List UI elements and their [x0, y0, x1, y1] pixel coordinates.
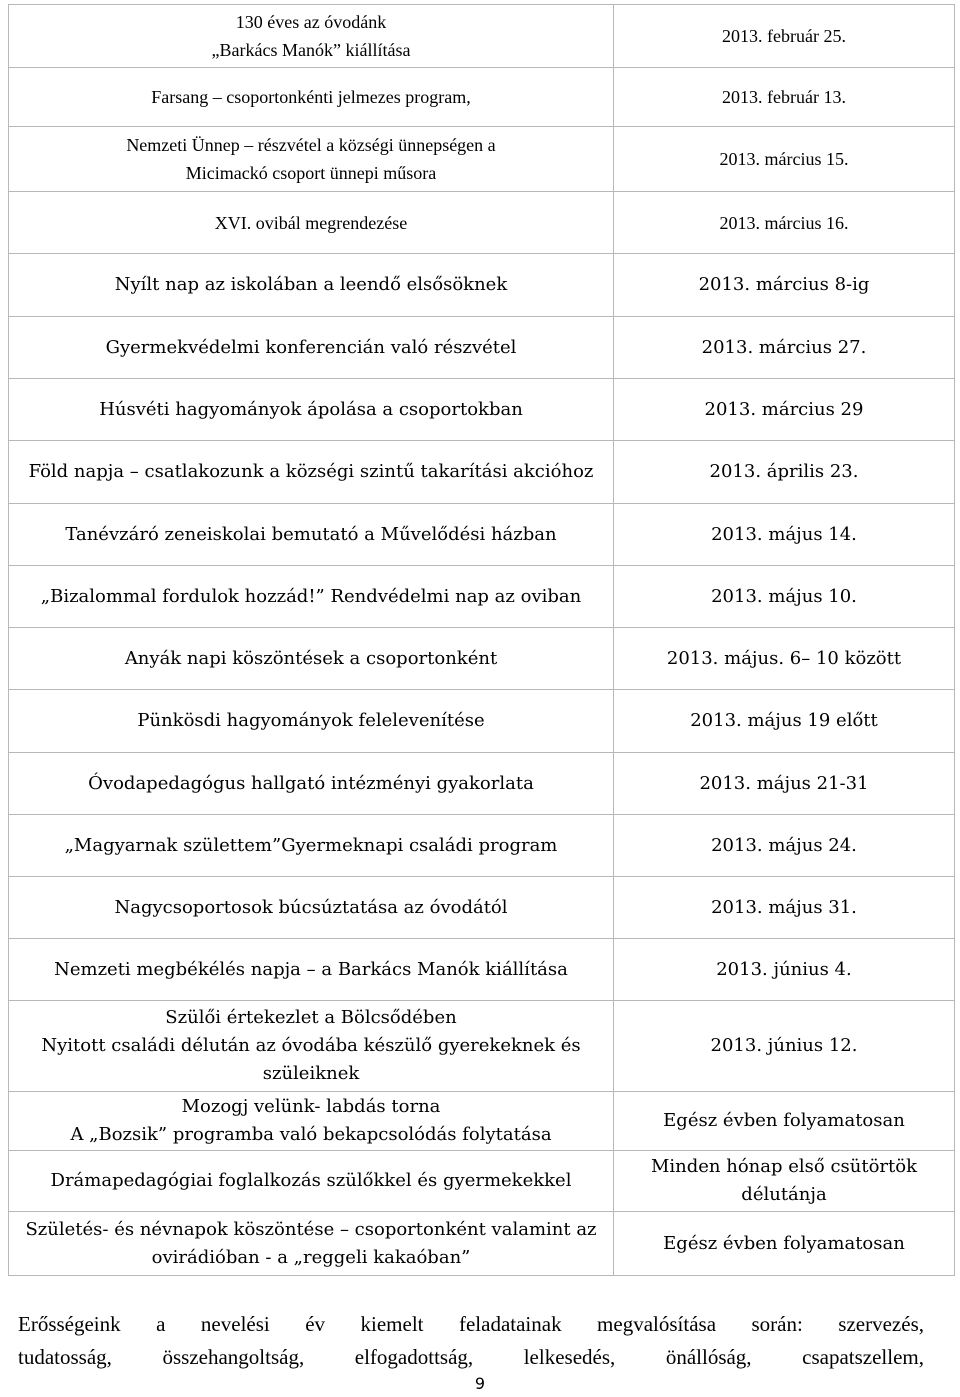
event-cell — [9, 317, 614, 379]
schedule-table — [8, 4, 955, 1276]
schedule-row — [9, 504, 955, 566]
event-cell — [9, 127, 614, 192]
event-cell — [9, 192, 614, 254]
schedule-row — [9, 690, 955, 753]
event-line: ovirádióban - a „reggeli kakaóban” — [151, 1246, 471, 1268]
event-line: „Bizalommal fordulok hozzád!” Rendvédelmi nap az oviban — [40, 585, 582, 607]
date-line: 2013. május 14. — [711, 523, 857, 545]
event-line: Mozogj velünk- labdás torna — [181, 1096, 441, 1117]
event-cell — [9, 815, 614, 877]
date-line: 2013. május 21-31 — [699, 772, 869, 794]
date-line: 2013. február 13. — [722, 87, 846, 107]
event-cell — [9, 379, 614, 441]
schedule-row — [9, 317, 955, 379]
event-line: Nyílt nap az iskolában a leendő elsősöknek — [114, 274, 508, 295]
paragraph-line-1: Erősségeink a nevelési év kiemelt feladatainak megvalósítása során: szervezés, — [18, 1312, 924, 1336]
schedule-row — [9, 254, 955, 317]
date-line: 2013. március 16. — [719, 212, 849, 233]
date-cell — [614, 254, 955, 317]
date-cell — [614, 317, 955, 379]
event-line: Föld napja – csatlakozunk a községi szintű takarítási akcióhoz — [28, 461, 594, 482]
date-line: 2013. június 4. — [716, 958, 852, 980]
schedule-row — [9, 379, 955, 441]
date-cell — [614, 628, 955, 690]
date-cell — [614, 5, 955, 68]
event-cell — [9, 753, 614, 815]
date-line: 2013. május 24. — [711, 834, 857, 856]
date-cell — [614, 753, 955, 815]
date-cell — [614, 192, 955, 254]
schedule-row — [9, 192, 955, 254]
date-cell — [614, 815, 955, 877]
date-line: Egész évben folyamatosan — [663, 1232, 905, 1254]
page-number: 9 — [474, 1374, 486, 1393]
schedule-row — [9, 753, 955, 815]
event-cell — [9, 566, 614, 628]
schedule-row — [9, 1001, 955, 1092]
event-line: Farsang – csoportonkénti jelmezes program, — [151, 87, 471, 107]
date-cell — [614, 504, 955, 566]
schedule-row — [9, 815, 955, 877]
event-line: Anyák napi köszöntések a csoportonként — [124, 647, 498, 669]
event-line: Pünkösdi hagyományok felelevenítése — [137, 710, 485, 731]
schedule-body — [9, 5, 955, 1276]
schedule-row — [9, 939, 955, 1001]
event-line: Nemzeti Ünnep – részvétel a községi ünnepségen a — [126, 135, 496, 155]
date-cell — [614, 690, 955, 753]
date-line: 2013. június 12. — [710, 1035, 858, 1056]
date-line: 2013. május 19 előtt — [690, 710, 878, 731]
event-cell — [9, 5, 614, 68]
event-cell — [9, 68, 614, 127]
schedule-row — [9, 1092, 955, 1151]
date-line: 2013. május 31. — [711, 896, 857, 918]
date-cell — [614, 127, 955, 192]
date-cell — [614, 939, 955, 1001]
event-cell — [9, 504, 614, 566]
schedule-row — [9, 441, 955, 504]
event-cell — [9, 690, 614, 753]
event-cell — [9, 1092, 614, 1151]
event-line: Gyermekvédelmi konferencián való részvétel — [105, 336, 517, 358]
schedule-row — [9, 628, 955, 690]
schedule-row — [9, 877, 955, 939]
event-cell — [9, 877, 614, 939]
date-cell — [614, 566, 955, 628]
date-cell — [614, 877, 955, 939]
event-cell — [9, 1001, 614, 1092]
event-line: Nagycsoportosok búcsúztatása az óvodától — [114, 896, 508, 918]
event-line: Drámapedagógiai foglalkozás szülőkkel és gyermekekkel — [50, 1170, 572, 1191]
date-line: Minden hónap első csütörtök — [650, 1156, 918, 1177]
date-line: 2013. február 25. — [722, 26, 846, 46]
event-line: 130 éves az óvodánk — [235, 12, 387, 32]
date-line: 2013. március 27. — [701, 336, 867, 358]
schedule-row — [9, 1212, 955, 1276]
event-line: Nemzeti megbékélés napja – a Barkács Manók kiállítása — [54, 958, 568, 980]
date-cell — [614, 441, 955, 504]
event-line: Micimackó csoport ünnepi műsora — [185, 163, 437, 183]
schedule-row — [9, 127, 955, 192]
schedule-row — [9, 566, 955, 628]
event-line: szüleiknek — [262, 1063, 360, 1084]
event-cell — [9, 254, 614, 317]
event-line: Szülői értekezlet a Bölcsődében — [165, 1007, 457, 1028]
event-line: „Barkács Manók” kiállítása — [211, 40, 411, 60]
date-cell — [614, 1151, 955, 1212]
date-line: 2013. május. 6– 10 között — [666, 647, 902, 669]
event-cell — [9, 1151, 614, 1212]
date-cell — [614, 1001, 955, 1092]
event-line: A „Bozsik” programba való bekapcsolódás folytatása — [70, 1124, 552, 1145]
date-line: 2013. március 8-ig — [698, 274, 870, 295]
schedule-row — [9, 5, 955, 68]
paragraph-line-2: tudatosság, összehangoltság, elfogadottság, lelkesedés, önállóság, csapatszellem, — [18, 1345, 924, 1369]
summary-paragraph — [18, 1308, 924, 1374]
event-line: Nyitott családi délután az óvodába készülő gyerekeknek és — [41, 1035, 581, 1056]
event-line: Óvodapedagógus hallgató intézményi gyakorlata — [88, 772, 534, 794]
event-line: Születés- és névnapok köszöntése – csoportonként valamint az — [25, 1218, 597, 1240]
event-line: „Magyarnak születtem”Gyermeknapi családi program — [64, 834, 558, 856]
event-cell — [9, 628, 614, 690]
date-cell — [614, 68, 955, 127]
date-line: Egész évben folyamatosan — [663, 1110, 905, 1131]
event-cell — [9, 441, 614, 504]
date-line: 2013. március 15. — [719, 149, 849, 169]
event-line: Tanévzáró zeneiskolai bemutató a Művelődési házban — [65, 523, 557, 545]
event-line: Húsvéti hagyományok ápolása a csoportokban — [99, 398, 523, 420]
date-line: 2013. március 29 — [704, 398, 864, 420]
event-line: XVI. ovibál megrendezése — [214, 212, 408, 233]
date-line: délutánja — [741, 1184, 827, 1205]
date-line: 2013. május 10. — [711, 585, 857, 607]
date-line: 2013. április 23. — [709, 461, 859, 482]
date-cell — [614, 1092, 955, 1151]
event-cell — [9, 1212, 614, 1276]
schedule-row — [9, 68, 955, 127]
event-cell — [9, 939, 614, 1001]
schedule-row — [9, 1151, 955, 1212]
date-cell — [614, 1212, 955, 1276]
date-cell — [614, 379, 955, 441]
